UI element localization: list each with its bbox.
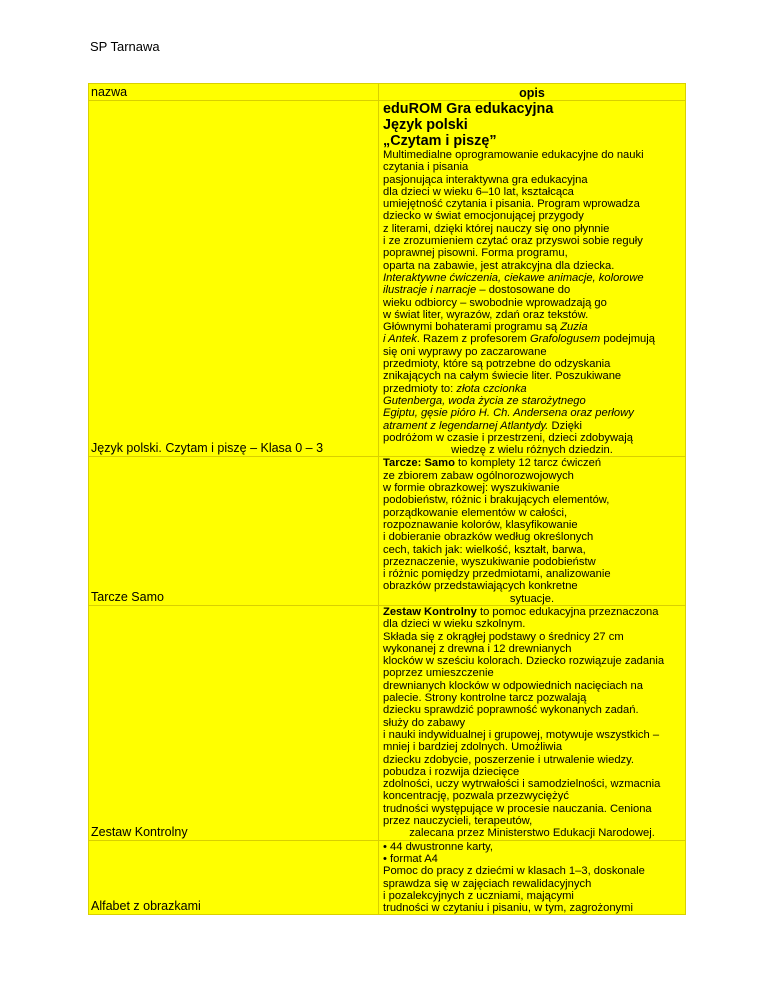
name-cell [89, 101, 379, 457]
desc-line: porządkowanie elementów w całości, [383, 506, 568, 519]
desc-line: palecie. Strony kontrolne tarcz pozwalają [383, 692, 587, 705]
desc-line [383, 395, 681, 407]
desc-cell [379, 605, 686, 840]
desc-line: czytania i pisania [383, 161, 469, 174]
desc-line: wieku odbiorcy – swobodnie wprowadzają go [383, 296, 607, 309]
desc-cell [379, 457, 686, 606]
desc-line: obrazków przedstawiających konkretne [383, 580, 578, 593]
desc-line: cech, takich jak: wielkość, kształt, barwa, [383, 543, 586, 556]
product-description [379, 457, 685, 605]
desc-cell [379, 840, 686, 915]
desc-line [383, 272, 681, 284]
desc-text: – dostosowane do [476, 284, 571, 297]
column-header-desc: opis [519, 86, 545, 100]
desc-bold: Zestaw Kontrolny [383, 605, 477, 618]
product-description [379, 101, 685, 456]
page-header: SP Tarnawa [90, 39, 160, 54]
desc-title-line: Język polski [383, 117, 468, 133]
desc-line: dziecku sprawdzić poprawność wykonanych zadań. [383, 704, 639, 717]
desc-line: przeznaczenie, wyszukiwanie podobieństw [383, 555, 596, 568]
desc-line: dziecku zdobycie, poszerzenie i utrwalenie wiedzy. [383, 753, 635, 766]
desc-line [383, 383, 681, 395]
desc-line [383, 606, 681, 618]
desc-line [383, 284, 681, 296]
desc-line: pobudza i rozwija dziecięce [383, 765, 520, 778]
desc-line: sprawdza się w zajęciach rewalidacyjnych [383, 877, 592, 890]
desc-bold: Tarcze: Samo [383, 457, 455, 470]
desc-text: . Razem z profesorem [416, 333, 530, 346]
desc-line: mniej i bardziej zdolnych. Umożliwia [383, 741, 563, 754]
desc-line: się oni wyprawy po zaczarowane [383, 345, 547, 358]
desc-title-line: „Czytam i piszę” [383, 133, 497, 149]
desc-line [383, 321, 681, 333]
desc-line: ze zbiorem zabaw ogólnorozwojowych [383, 469, 574, 482]
desc-line: drewnianych klocków w odpowiednich nacięciach na [383, 679, 643, 692]
table-row [89, 840, 686, 915]
desc-line: Składa się z okrągłej podstawy o średnicy 27 cm [383, 630, 624, 643]
desc-italic: Egiptu, gęsie pióro H. Ch. Andersena oraz perłowy [383, 407, 634, 420]
desc-text: to komplety 12 tarcz ćwiczeń [454, 457, 602, 470]
desc-line: Pomoc do pracy z dziećmi w klasach 1–3, doskonale [383, 865, 645, 878]
desc-italic: Grafologusem [529, 333, 601, 346]
desc-line: trudności w czytaniu i pisaniu, w tym, zagrożonymi [383, 902, 633, 915]
desc-line: poprawnej pisowni. Forma programu, [383, 247, 568, 260]
product-name: Tarcze Samo [91, 589, 164, 604]
header-cell-desc [379, 84, 686, 101]
desc-italic: atrament z legendarnej Atlantydy. [383, 419, 549, 432]
desc-line: poprzez umieszczenie [383, 667, 494, 680]
product-name: Zestaw Kontrolny [91, 824, 188, 839]
name-cell [89, 457, 379, 606]
desc-title-line: eduROM Gra edukacyjna [383, 101, 554, 117]
product-description [379, 606, 685, 840]
product-name: Alfabet z obrazkami [91, 899, 201, 914]
desc-line: przez nauczycieli, terapeutów, [383, 815, 533, 828]
desc-line: klocków w sześciu kolorach. Dziecko rozwiązuje zadania [383, 655, 665, 668]
desc-line: i dobieranie obrazków według określonych [383, 531, 594, 544]
desc-italic: Interaktywne ćwiczenia, ciekawe animacje, kolorowe [383, 271, 644, 284]
desc-line [383, 333, 681, 345]
desc-line: • format A4 [383, 852, 438, 865]
desc-text: przedmioty to: [383, 382, 454, 395]
desc-line: i różnic pomiędzy przedmiotami, analizowanie [383, 568, 611, 581]
desc-line: umiejętność czytania i pisania. Program wprowadza [383, 198, 640, 211]
desc-text: podejmują [600, 333, 655, 346]
name-cell [89, 840, 379, 915]
desc-line: w świat liter, wyrazów, zdań oraz tekstów. [383, 308, 589, 321]
desc-italic: Zuzia [560, 321, 588, 334]
desc-line: i ze zrozumieniem czytać oraz przyswoi sobie reguły [383, 235, 643, 248]
column-header-name: nazwa [91, 85, 128, 99]
desc-line: dla dzieci w wieku 6–10 lat, kształcąca [383, 185, 574, 198]
desc-italic: złota czcionka [456, 382, 527, 395]
desc-line: trudności występujące w procesie nauczania. Ceniona [383, 802, 652, 815]
desc-line: • 44 dwustronne karty, [383, 840, 494, 853]
desc-cell [379, 101, 686, 457]
product-name: Język polski. Czytam i piszę – Klasa 0 – 3 [91, 441, 324, 456]
desc-line: podróżom w czasie i przestrzeni, dzieci zdobywają [383, 431, 633, 444]
desc-line: w formie obrazkowej: wyszukiwanie [383, 482, 560, 495]
desc-line [383, 420, 681, 432]
desc-line: koncentrację, pozwala przezwyciężyć [383, 790, 569, 803]
desc-line: oparta na zabawie, jest atrakcyjna dla dziecka. [383, 259, 615, 272]
desc-line: i nauki indywidualnej i grupowej, motywuje wszystkich – [383, 728, 660, 741]
table-row [89, 101, 686, 457]
name-cell [89, 605, 379, 840]
desc-line: przedmioty, które są potrzebne do odzyskania [383, 358, 611, 371]
table-row [89, 457, 686, 606]
desc-line: dla dzieci w wieku szkolnym. [383, 618, 526, 631]
desc-italic: Gutenberga, woda życia ze starożytnego [383, 394, 586, 407]
desc-line [383, 407, 681, 419]
desc-line: sytuacje. [509, 592, 555, 605]
desc-text: Głównymi bohaterami programu są [383, 321, 558, 334]
desc-line: i pozalekcyjnych z uczniami, mającymi [383, 889, 574, 902]
desc-text: to pomoc edukacyjna przeznaczona [476, 605, 659, 618]
desc-line: zdolności, uczy wytrwałości i samodzielności, wzmacnia [383, 778, 661, 791]
desc-line: wykonanej z drewna i 12 drewnianych [383, 642, 572, 655]
product-description [379, 841, 685, 915]
desc-italic: ilustracje i narracje [383, 284, 477, 297]
desc-line: Multimedialne oprogramowanie edukacyjne do nauki [383, 149, 644, 161]
table-header-row [89, 84, 686, 101]
desc-line: z literami, dzięki której nauczy się ono płynnie [383, 222, 610, 235]
desc-line: podobieństw, różnic i brakujących elementów, [383, 494, 610, 507]
desc-line: służy do zabawy [383, 716, 466, 729]
desc-text: Dzięki [548, 419, 582, 432]
desc-italic: i Antek [383, 333, 417, 346]
desc-line: wiedzę z wielu różnych dziedzin. [451, 444, 613, 457]
desc-line: dziecko w świat emocjonującej przygody [383, 210, 584, 223]
header-cell-name [89, 84, 379, 101]
desc-line: zalecana przez Ministerstwo Edukacji Narodowej. [409, 827, 655, 840]
desc-line: pasjonująca interaktywna gra edukacyjna [383, 173, 588, 186]
table-row [89, 605, 686, 840]
desc-line: rozpoznawanie kolorów, klasyfikowanie [383, 518, 578, 531]
desc-line [383, 457, 681, 469]
desc-line: znikających na całym świecie liter. Poszukiwane [383, 370, 622, 383]
products-table [88, 83, 686, 915]
